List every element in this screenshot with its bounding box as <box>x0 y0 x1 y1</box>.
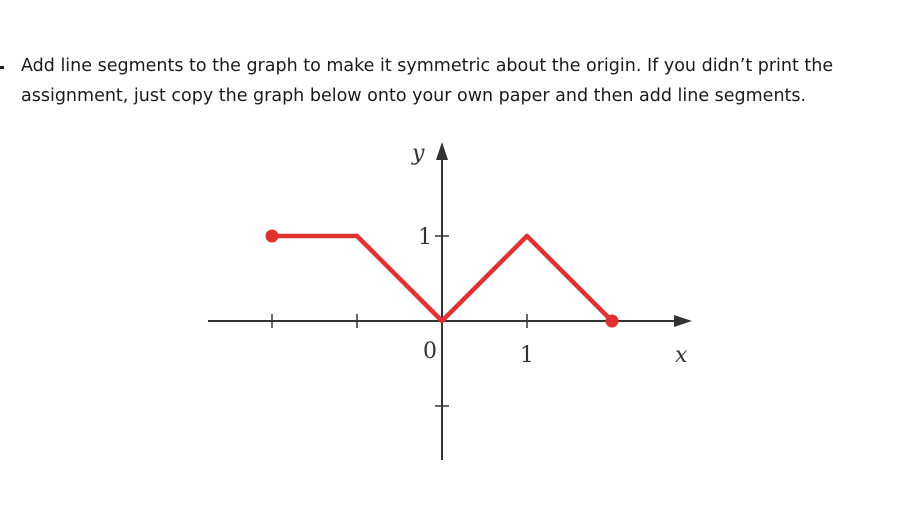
y-tick-label-1: 1 <box>418 225 432 250</box>
x-axis-arrowhead <box>674 315 692 327</box>
curve-end-point <box>606 315 619 328</box>
instructions-line-1: Add line segments to the graph to make it symmetric about the origin. If you didn’t print the <box>21 56 834 76</box>
origin-label: 0 <box>423 339 437 364</box>
curve-segment <box>527 236 612 321</box>
y-axis-label: y <box>412 141 425 166</box>
curve-start-point <box>266 230 279 243</box>
curve-segment <box>442 236 527 321</box>
x-axis-label: x <box>675 343 688 368</box>
instructions-line-2: assignment, just copy the graph below onto your own paper and then add line segments. <box>21 86 807 106</box>
y-axis-arrowhead <box>436 142 448 160</box>
x-tick-label-1: 1 <box>520 343 534 368</box>
